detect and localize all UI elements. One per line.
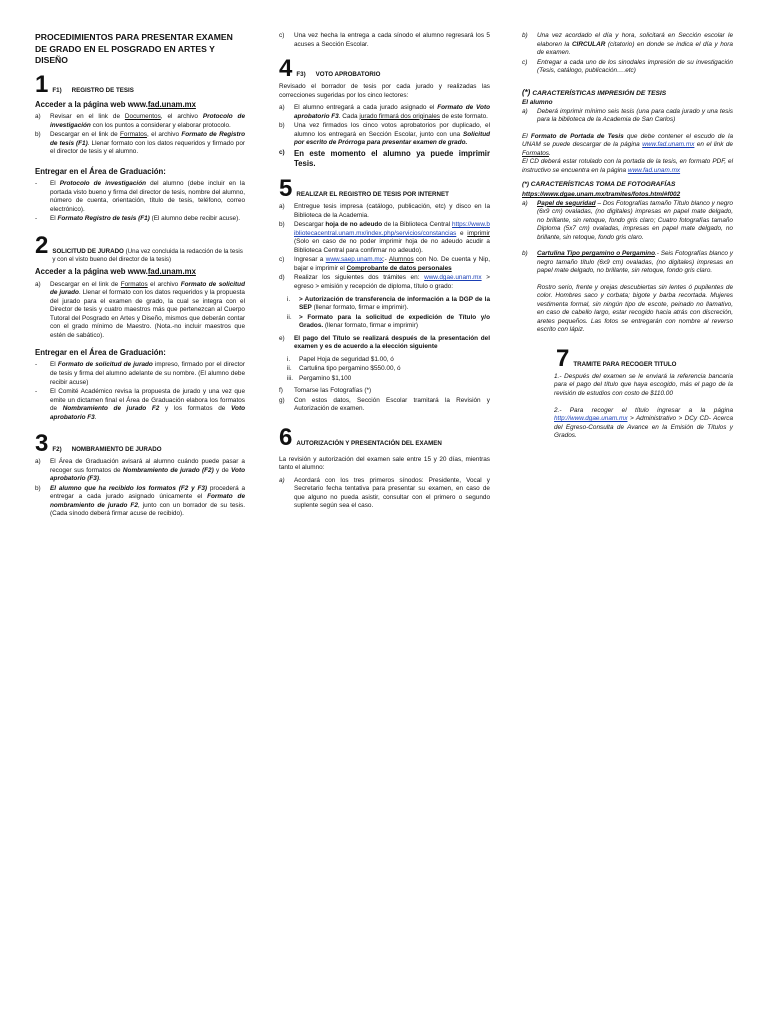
list-item: a) Entregue tesis impresa (catálogo, publicación, etc) y disco en la Biblioteca de la Academia.: [279, 203, 490, 219]
list-item: a) El Área de Graduación avisará al alumno cuándo puede pasar a recoger sus formatos de Nombramiento de jurado (F2) y de Voto aprobatorio (F3).: [35, 458, 245, 483]
photo-characteristics-list: [522, 200, 733, 276]
list-item: a) Papel de seguridad – Dos Fotografías tamaño Título blanco y negro (6x9 cm) ovaladas, (no digitales) impresas en papel mate delgado, no brillante, sin retoque, fondo gris claro; Cuatro fotografías tamaño Diploma (5x7 cm) ovaladas, impresas en papel mate delgado, no brillante, sin retoque, fondo gris claro.: [522, 199, 733, 241]
list-item: b) Descargar en el link de Formatos, el archivo Formato de Registro de tesis (F1). Llenar formato con los datos requeridos y firmado por el director de tesis y el alumno.: [35, 131, 246, 156]
list-item: f) Tomarse las Fotografías (*): [279, 387, 372, 395]
list-item: c) Ingresar a www.saep.unam.mx;- Alumnos con No. De cuenta y Nip, bajar e imprimir el Comprobante de datos personales: [279, 256, 490, 272]
section-intro: Revisado el borrador de tesis por cada jurado y realizadas las correcciones sugeridas por los cinco lectores:: [279, 83, 490, 99]
photo-note: Rostro serio, frente y orejas descubiertas sin lentes ó pupilentes de color. Hombres saco y corbata; bigote y barba recortada. Mujeres vestimenta formal, sin ningún tipo de escote, peinado no llamativo, en caso de cabello largo, estar recogido hacia atrás con discreción, aretes pequeños. Las fotos se entregarán con nombre al reverso escrito con lápiz.: [537, 283, 733, 334]
access-line: Acceder a la página web www.fad.unam.mx: [35, 267, 196, 277]
section-3-header: [35, 432, 245, 456]
section-3-steps: [35, 458, 245, 519]
column-2: [279, 32, 490, 515]
list-item: ii. > Formato para la solicitud de expedición de Título y/o Grados. (llenar formato, firmar e imprimir): [287, 313, 490, 330]
formatos-link[interactable]: Formatos: [119, 131, 147, 139]
list-item: e) El pago del Título se realizará después de la presentación del examen y es de acuerdo a la elección siguiente: [279, 334, 490, 351]
list-item: i. Papel Hoja de seguridad $1.00, ó: [287, 355, 394, 363]
section-3-continued: [279, 32, 490, 49]
section-title: SOLICITUD DE JURADO: [52, 247, 124, 255]
deliver-heading: Entregar en el Área de Graduación:: [35, 348, 166, 358]
dgae-link[interactable]: http://www.dgae.unam.mx: [554, 415, 628, 423]
section-title: NOMBRAMIENTO DE JURADO: [71, 446, 162, 454]
list-item: b) Cartulina Tipo pergamino o Pergamino.- Seis Fotografías blanco y negro tamaño título (6x9 cm) ovaladas, (no digitales) impresas en papel mate delgado, no brillante, sin retoque, fondo gris claro.: [522, 250, 733, 275]
documentos-link[interactable]: Documentos: [124, 113, 161, 121]
section-6-continued: [522, 32, 733, 76]
section-2-deliver-list: [35, 361, 245, 422]
section-title: VOTO APROBATORIO: [315, 71, 381, 79]
list-item: - El Comité Académico revisa la propuesta de jurado y una vez que emite un dictamen final el Área de Graduación elabora los formatos de Nombramiento de jurado F2 y los formatos de Voto aprobatorio F3.: [35, 388, 245, 421]
document-title: PROCEDIMIENTOS PARA PRESENTAR EXAMEN DE GRADO EN EL POSGRADO EN ARTES Y DISEÑO: [35, 32, 233, 66]
print-characteristics-heading: (*) CARACTERÍSTICAS IMPRESIÓN DE TESIS: [522, 87, 667, 97]
list-item: b) Una vez firmados los cinco votos aprobatorios por duplicado, el alumno los entregará en Sección Escolar, junto con una Solicitud por escrito de Prórroga para presentar examen de grado.: [279, 122, 490, 147]
section-6-steps: [279, 477, 490, 511]
list-item: c) Una vez hecha la entrega a cada sínodo el alumno regresará los 5 acuses a Sección Escolar.: [279, 32, 490, 48]
list-item: b) Una vez acordado el día y hora, solicitará en Sección escolar le elaboren la CIRCULAR (citatorio) en donde se indica el día y hora de examen.: [522, 32, 733, 57]
section-number: 5: [279, 175, 293, 203]
list-item: g) Con estos datos, Sección Escolar tramitará la Revisión y Autorización de examen.: [279, 396, 490, 413]
section-number: 4: [279, 55, 293, 83]
list-item: a) Descargar en el link de Formatos el archivo Formato de solicitud de jurado. Llenar el formato con los datos requeridos y la propuesta del jurado para el examen de grado, la cual se integra con el Director de tesis y cuatro maestros más que pertenezcan al Cuerpo Tutoral del Posgrado en Artes y Diseño, mismos que deberán contar con el grado mínimo de Maestro. (Nota.-no incluir maestros que estén de sabático).: [35, 280, 245, 339]
column-3: [522, 32, 733, 445]
form-code: F1): [52, 86, 62, 94]
fad-link[interactable]: fad.unam.mx: [147, 267, 196, 277]
list-item: b) Descargar hoja de no adeudo de la Biblioteca Central https://www.bibliotecacentral.unam.mx/index.php/servicios/constancias e imprimir (Solo en caso de no poder imprimir hoja de no adeudo acudir a Biblioteca Central para confirmar no adeudo).: [279, 221, 490, 254]
list-item: c) Entregar a cada uno de los sinodales impresión de su investigación (Tesis, catálogo, publicación….etc): [522, 58, 733, 75]
dgae-link[interactable]: www.dgae.unam.mx: [424, 274, 482, 282]
deliver-heading: Entregar en el Área de Graduación:: [35, 166, 166, 176]
section-2-steps: [35, 281, 245, 341]
print-characteristics-list: [522, 108, 733, 125]
section-1-deliver-list: [35, 180, 245, 224]
section-number: 7: [556, 344, 570, 372]
section-number: 3: [35, 430, 49, 458]
section-title: AUTORIZACIÓN Y PRESENTACIÓN DEL EXAMEN: [296, 439, 442, 447]
section-intro: La revisión y autorización del examen sale entre 15 y 20 días, mientras tanto el alumno:: [279, 455, 490, 472]
list-item: ii. Cartulina tipo pergamino $550.00, ó: [287, 365, 401, 373]
fad-link[interactable]: fad.unam.mx: [147, 99, 196, 109]
section-number: 6: [279, 423, 293, 451]
list-item: - El Formato de solicitud de jurado impreso, firmado por el director de tesis y firma del alumno adelante de su nombre. (El alumno debe recibir acuse): [35, 361, 245, 386]
section-number: 2: [35, 231, 49, 259]
saep-link[interactable]: www.saep.unam.mx: [325, 256, 383, 264]
section-title: REGISTRO DE TESIS: [71, 86, 134, 94]
column-1: [35, 32, 245, 523]
list-item: c) En este momento el alumno ya puede imprimir Tesis.: [279, 148, 490, 168]
fad-link[interactable]: www.fad.unam.mx: [627, 166, 681, 174]
section-5-final: [279, 387, 490, 414]
list-item: iii. Pergamino $1,100: [287, 374, 352, 382]
list-item: a) Deberá imprimir mínimo seis tesis (una para cada jurado y una tesis para la biblioteca de la Academia de San Carlos): [522, 107, 733, 124]
section-4-steps: [279, 104, 490, 169]
section-number: 1: [35, 70, 49, 98]
section-1-header: [35, 70, 245, 98]
list-item: - El Protocolo de investigación del alumno (debe incluir en la portada visto bueno y firma del director de tesis, nombre del alumno, número de cuenta, orientación, título de tesis, teléfono, correo electrónico).: [35, 180, 245, 213]
section-4-header: [279, 57, 490, 81]
imprimir-link[interactable]: imprimir: [467, 229, 490, 237]
photo-characteristics-heading: (*) CARACTERÍSTICAS TOMA DE FOTOGRAFÍAS: [522, 181, 676, 189]
biblioteca-link[interactable]: https://www.bibliotecacentral.unam.mx/index.php/servicios/constancias: [294, 221, 490, 237]
cover-format-paragraph: El Formato de Portada de Tesis que debe contener el escudo de la UNAM se puede descargar de la página www.fad.unam.mx en el link de Formatos. El CD deberá estar rotulado con la portada de la tesis, en formato PDF, el instructivo se encuentra en la página www.fad.unam.mx: [522, 132, 733, 174]
form-code: F3): [296, 71, 306, 79]
section-title: REALIZAR EL REGISTRO DE TESIS POR INTERNET: [296, 191, 449, 199]
section-7-body: [522, 373, 733, 441]
photo-link[interactable]: https://www.dgae.unam.mx/tramites/fotos.html#f002: [522, 191, 681, 199]
list-item: a) Revisar en el link de Documentos, el archivo Protocolo de investigación con los puntos a considerar y elaborar protocolo.: [35, 113, 245, 129]
section-5-steps: [279, 203, 490, 291]
section-note: (Una vez concluida la redacción de la tesis y con el visto bueno del director de la tesis): [52, 247, 243, 263]
list-item: b) El alumno que ha recibido los formatos (F2 y F3) procederá a entregar a cada jurado asignado únicamente el Formato de nombramiento de jurado F2, junto con un borrador de su tesis. (Cada sínodo deberá firmar acuse de recibido).: [35, 484, 245, 518]
section-5-header: [279, 177, 490, 201]
access-line: Acceder a la página web www.fad.unam.mx: [35, 99, 196, 109]
list-item: i. > Autorización de transferencia de información a la DGP de la SEP (llenar formato, firmar e imprimir).: [287, 295, 490, 312]
formatos-link[interactable]: Formatos: [522, 149, 549, 157]
section-1-steps: [35, 113, 245, 157]
section-5-subitems: [279, 296, 490, 331]
fad-link[interactable]: www.fad.unam.mx: [642, 141, 695, 149]
list-item: a) Acordará con los tres primeros sínodos: Presidente, Vocal y Secretario fecha tentativa para presentar su examen, en caso de que alguno no pueda asistir, consultar con el primero o segundo suplente según sea el caso.: [279, 476, 490, 510]
section-6-header: [279, 423, 490, 451]
form-code: F2): [52, 446, 62, 454]
section-5-payment: [279, 335, 490, 352]
section-7-header: [522, 344, 733, 372]
paragraph: 2.- Para recoger el título ingresar a la página http://www.dgae.unam.mx > Administrativo > DCy CD- Acerca del Egreso-Consulta de Avance en la Emisión de Títulos y Grados.: [554, 406, 733, 440]
paragraph: 1.- Después del examen se le enviará la referencia bancaria para el pago del título que haya escogido, más el pago de la revisión de estudios con costo de $110.00: [554, 372, 733, 397]
payment-options: [279, 356, 490, 384]
section-2-header: [35, 231, 245, 265]
list-item: a) El alumno entregará a cada jurado asignado el Formato de Voto aprobatorio F3. Cada jurado firmará dos originales de este formato.: [279, 104, 490, 120]
student-label: El alumno: [522, 99, 553, 107]
formatos-link[interactable]: Formatos: [120, 280, 148, 288]
list-item: d) Realizar los siguientes dos trámites en: www.dgae.unam.mx > egreso > emisión y recepción de diploma, título o grado:: [279, 274, 490, 290]
section-title: TRAMITE PARA RECOGER TITULO: [573, 360, 677, 368]
list-item: - El Formato Registro de tesis (F1) (El alumno debe recibir acuse).: [35, 215, 241, 223]
